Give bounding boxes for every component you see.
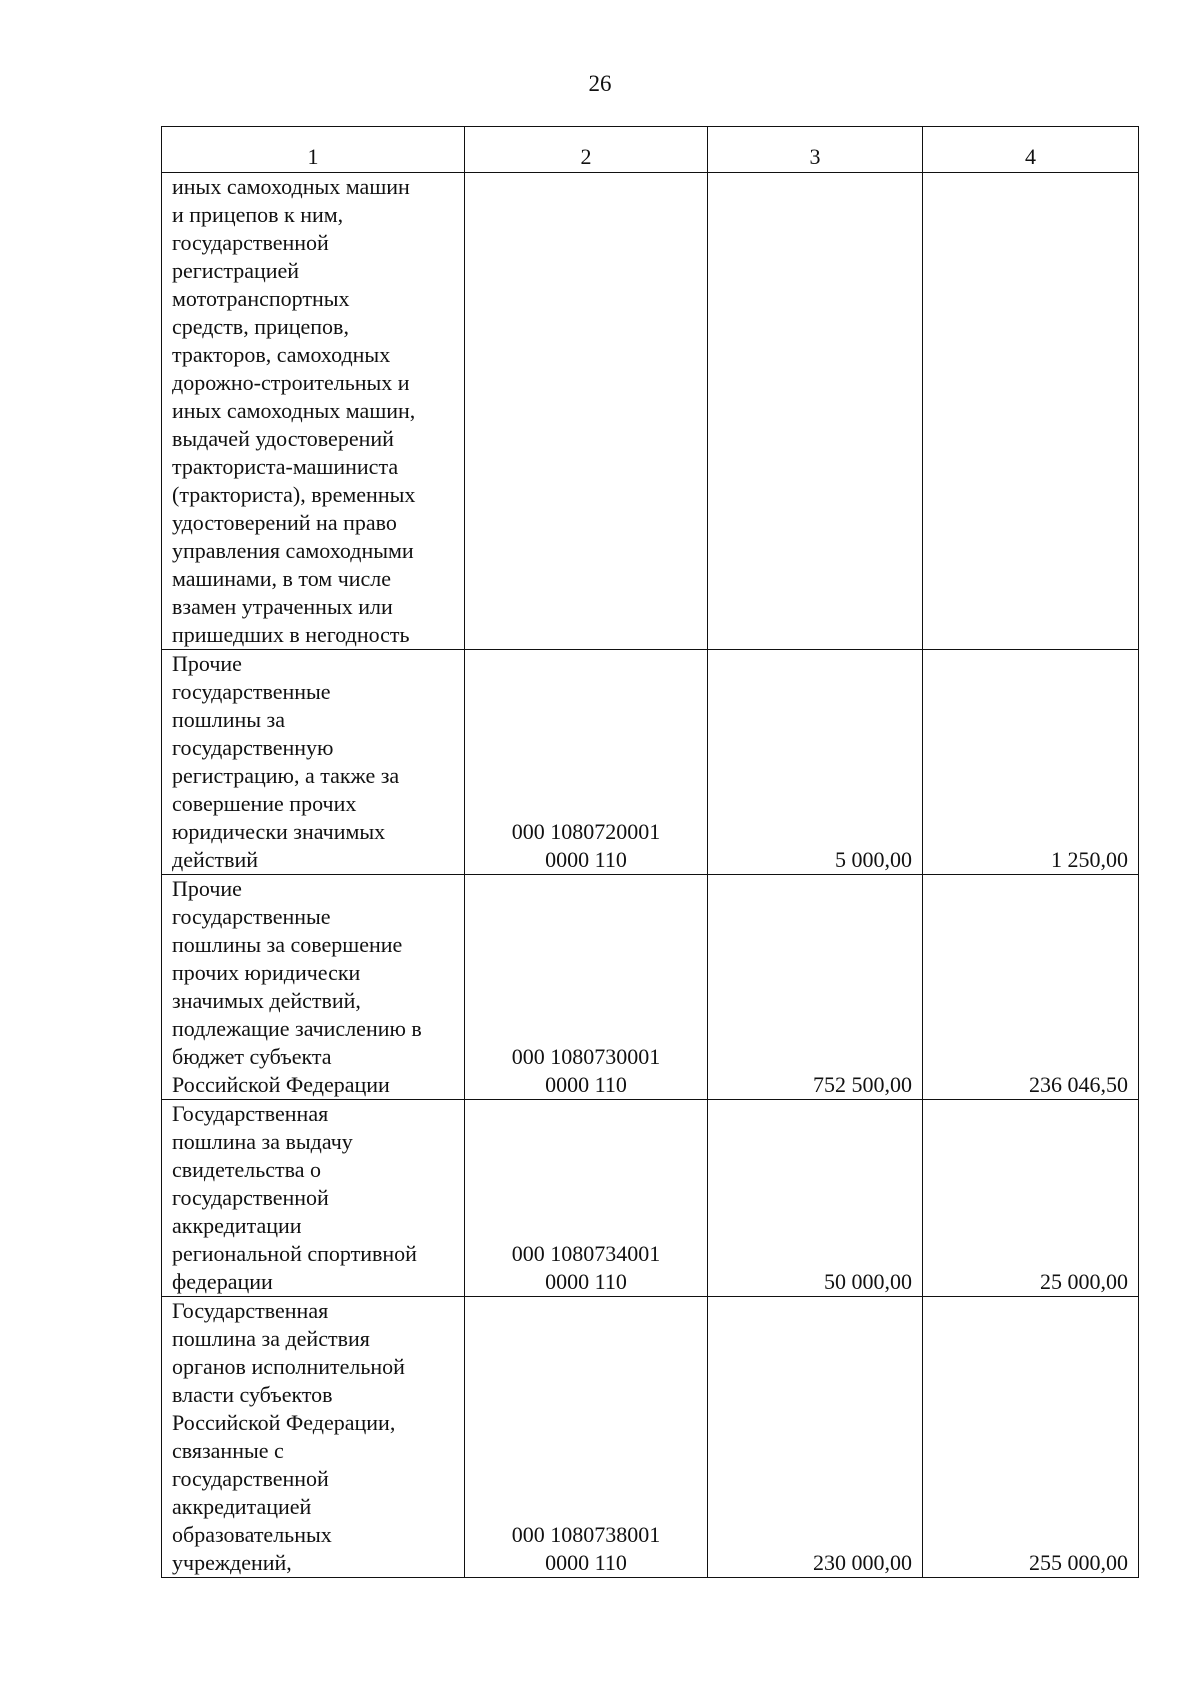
revenue-name-cell: Государственная пошлина за действия органов исполнительной власти субъектов Российской Федерации, связанные с государственной аккредитацией образовательных учреждений, [162,1297,465,1578]
column-header-4: 4 [923,127,1139,173]
table-row [162,1100,1139,1297]
column-header-1: 1 [162,127,465,173]
table-row [162,650,1139,875]
table-header-row [162,127,1139,173]
plan-amount-cell: 752 500,00 [708,875,923,1100]
table-row [162,875,1139,1100]
revenue-name-cell: Прочие государственные пошлины за государственную регистрацию, а также за совершение прочих юридически значимых действий [162,650,465,875]
plan-amount-cell [708,173,923,650]
actual-amount-cell: 25 000,00 [923,1100,1139,1297]
actual-amount-cell [923,173,1139,650]
plan-amount-cell: 230 000,00 [708,1297,923,1578]
revenue-name-cell: Государственная пошлина за выдачу свидетельства о государственной аккредитации региональной спортивной федерации [162,1100,465,1297]
budget-code-cell: 000 1080730001 0000 110 [465,875,708,1100]
revenue-name-cell: иных самоходных машин и прицепов к ним, государственной регистрацией мототранспортных средств, прицепов, тракторов, самоходных дорожно-строительных и иных самоходных машин, выдачей удостоверений тракториста-машиниста (тракториста), временных удостоверений на право управления самоходными машинами, в том числе взамен утраченных или пришедших в негодность [162,173,465,650]
budget-code-cell: 000 1080720001 0000 110 [465,650,708,875]
budget-code-cell: 000 1080738001 0000 110 [465,1297,708,1578]
actual-amount-cell: 1 250,00 [923,650,1139,875]
budget-code-cell: 000 1080734001 0000 110 [465,1100,708,1297]
budget-code-cell [465,173,708,650]
table-row [162,173,1139,650]
table-row [162,1297,1139,1578]
actual-amount-cell: 236 046,50 [923,875,1139,1100]
revenue-name-cell: Прочие государственные пошлины за совершение прочих юридически значимых действий, подлежащие зачислению в бюджет субъекта Российской Федерации [162,875,465,1100]
actual-amount-cell: 255 000,00 [923,1297,1139,1578]
plan-amount-cell: 50 000,00 [708,1100,923,1297]
column-header-2: 2 [465,127,708,173]
budget-revenue-table [161,126,1139,1578]
column-header-3: 3 [708,127,923,173]
plan-amount-cell: 5 000,00 [708,650,923,875]
page-number: 26 [588,71,612,96]
